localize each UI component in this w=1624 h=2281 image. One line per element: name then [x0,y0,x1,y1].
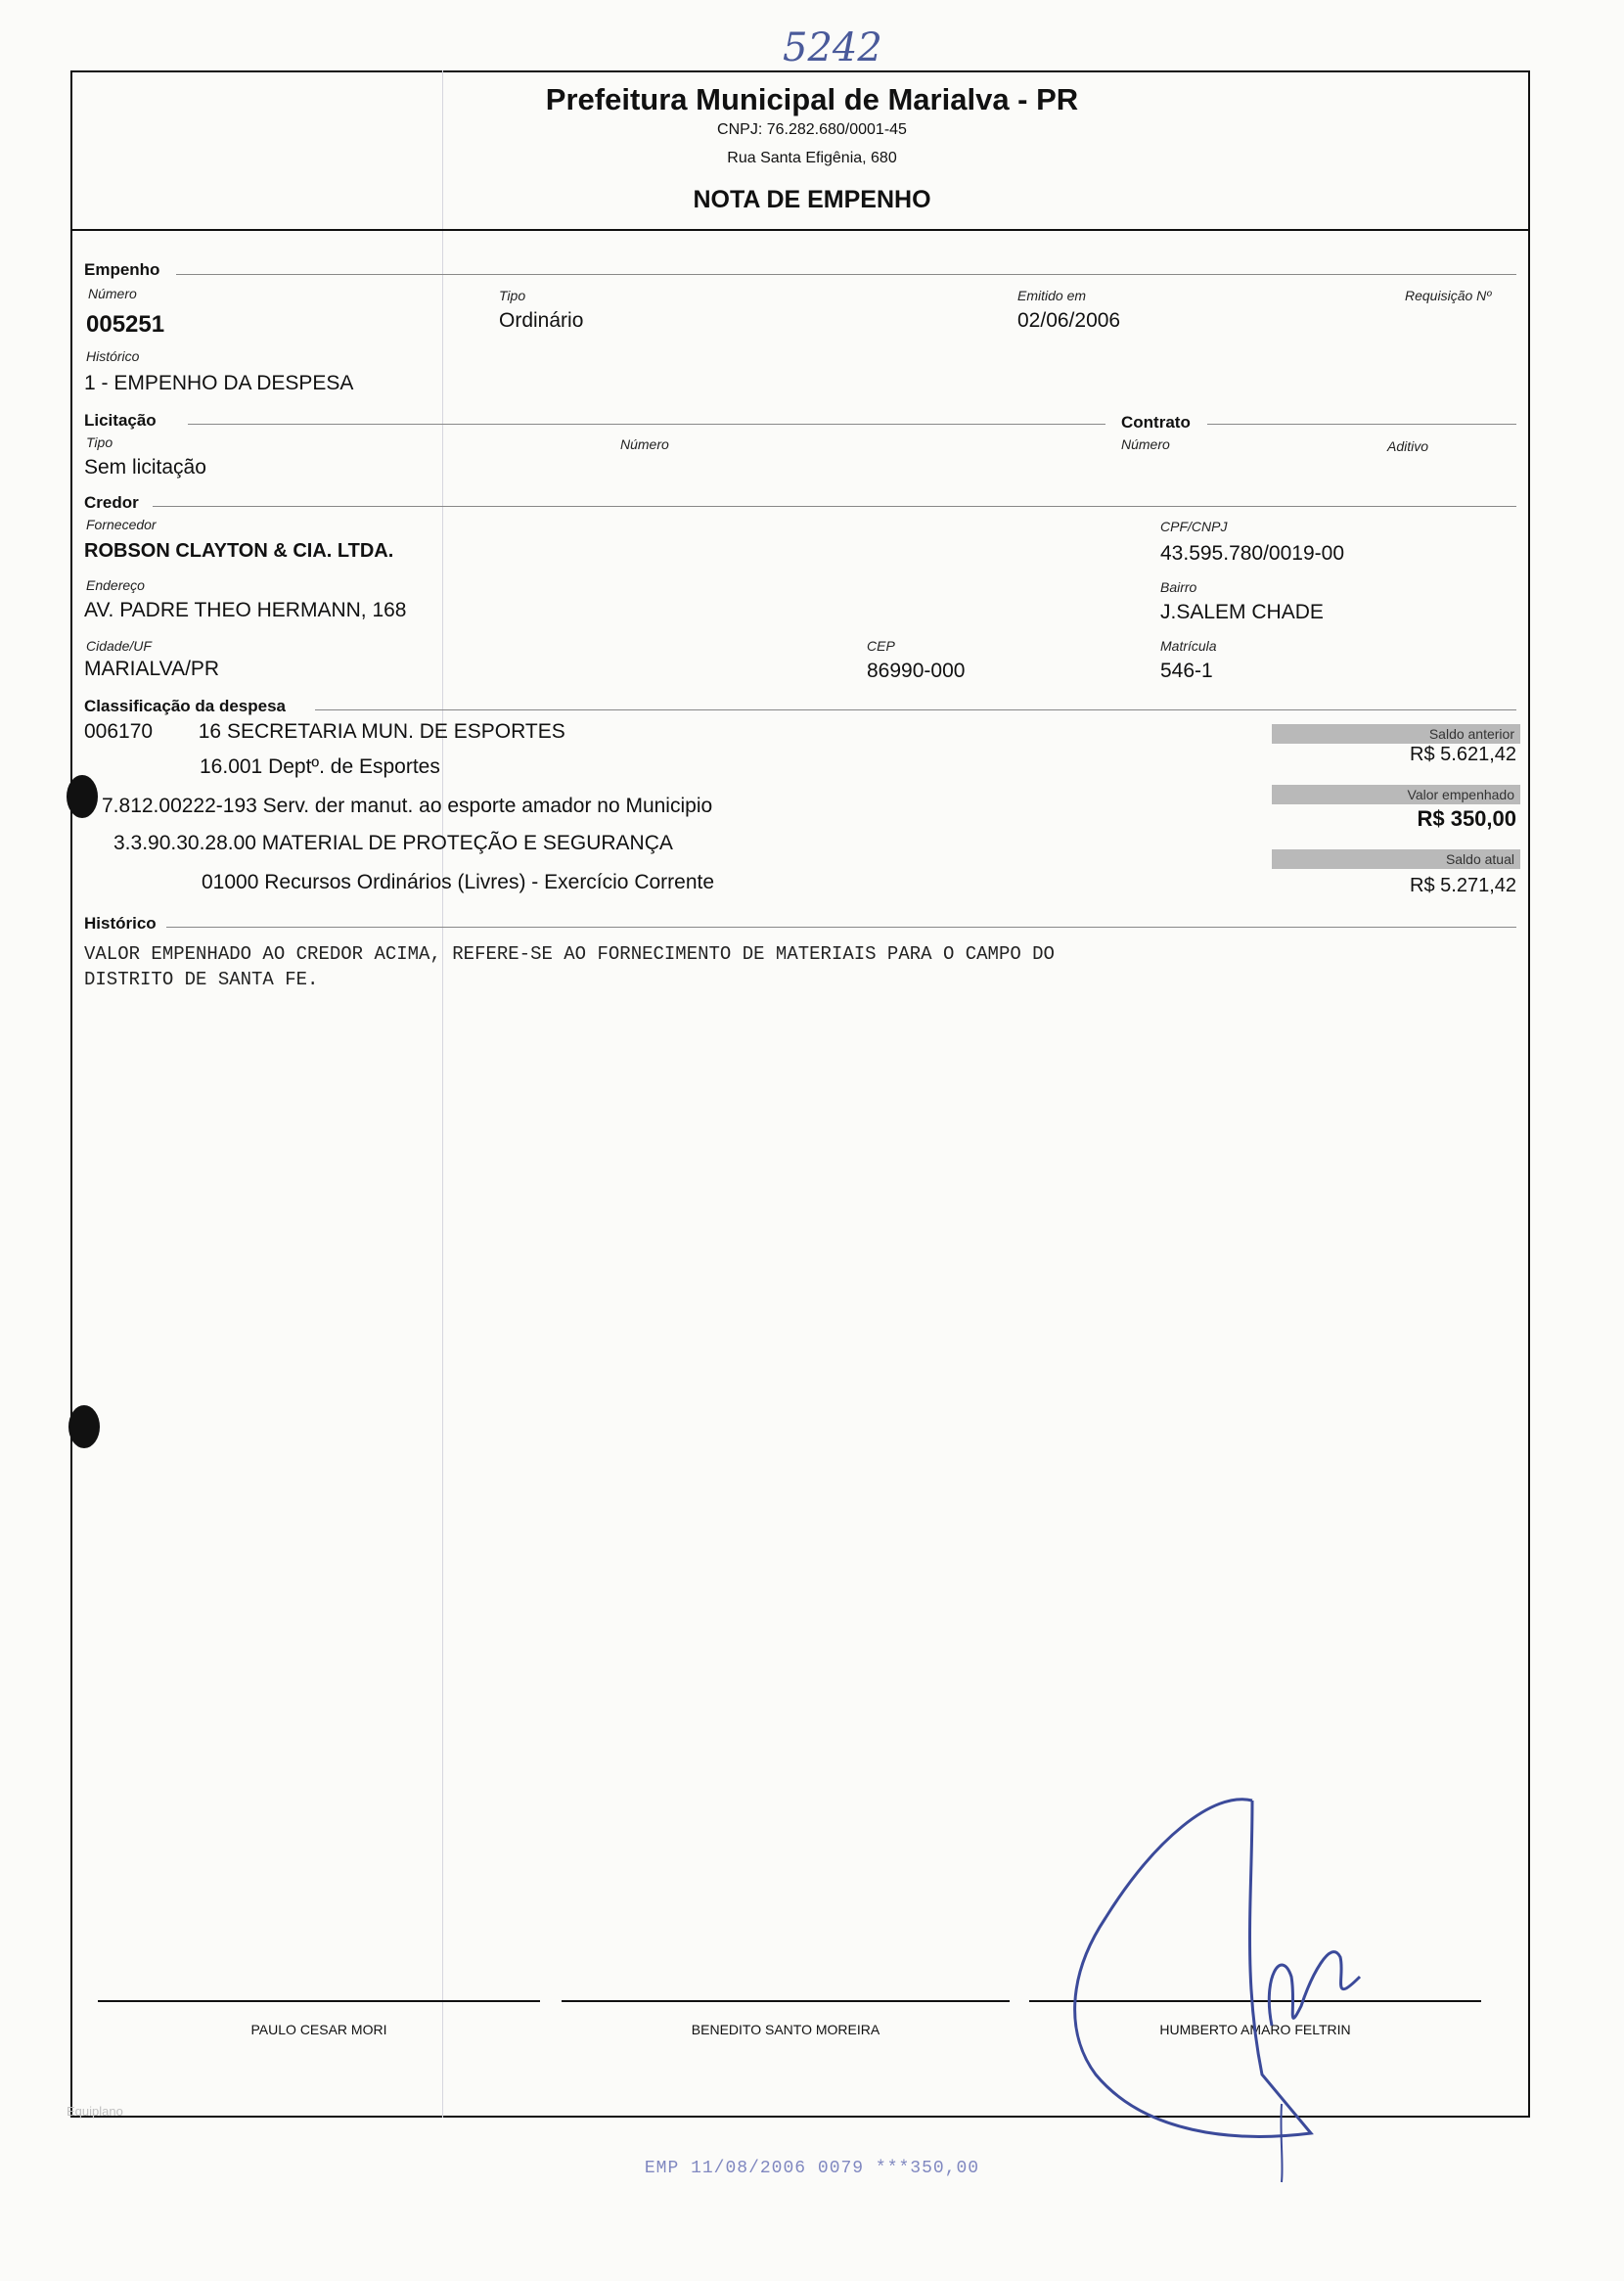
classificacao-line: 006170 16 SECRETARIA MUN. DE ESPORTES [84,720,565,743]
address-text: Rua Santa Efigênia, 680 [727,150,897,166]
cep-value: 86990-000 [867,660,966,682]
aditivo-label: Aditivo [1387,438,1429,454]
empenho-tipo: Ordinário [499,309,584,332]
cpf-label: CPF/CNPJ [1160,519,1228,534]
signatory-3: HUMBERTO AMARO FELTRIN [1159,2022,1351,2037]
document-title: NOTA DE EMPENHO [693,186,931,213]
footer-brand: Equiplano [67,2104,123,2119]
bairro-label: Bairro [1160,579,1197,595]
cpf-value: 43.595.780/0019-00 [1160,542,1345,565]
classificacao-line: 16.001 Deptº. de Esportes [200,755,440,778]
endereco-label: Endereço [86,577,145,593]
saldo-atual-label: Saldo atual [1272,849,1520,869]
page-title: Prefeitura Municipal de Marialva - PR [545,82,1079,116]
bairro-value: J.SALEM CHADE [1160,601,1324,623]
empenho-historico: 1 - EMPENHO DA DESPESA [84,372,354,394]
signature-line [98,2000,540,2002]
tipo-label: Tipo [499,288,526,303]
emitido-date: 02/06/2006 [1017,309,1121,332]
section-rule [153,506,1516,507]
saldo-atual-value: R$ 5.271,42 [1410,875,1516,896]
saldo-anterior-label: Saldo anterior [1272,724,1520,744]
historico-label: Histórico [86,348,140,364]
numero-label: Número [88,286,137,301]
contrato-numero-label: Número [1121,436,1170,452]
cidade-label: Cidade/UF [86,638,152,654]
classificacao-line: 7.812.00222-193 Serv. der manut. ao esporte amador no Municipio [102,795,713,817]
section-rule [166,927,1516,928]
scan-crease [442,70,443,2118]
historico-text-line: VALOR EMPENHADO AO CREDOR ACIMA, REFERE-SE AO FORNECIMENTO DE MATERIAIS PARA O CAMPO DO [84,943,1055,965]
section-classificacao: Classificação da despesa [84,697,287,715]
saldo-anterior-value: R$ 5.621,42 [1410,744,1516,765]
emitido-label: Emitido em [1017,288,1087,303]
cep-label: CEP [867,638,895,654]
section-rule [188,424,1105,425]
section-empenho: Empenho [84,260,160,279]
punch-hole [68,1405,100,1448]
valor-empenhado-value: R$ 350,00 [1417,806,1516,831]
signatory-2: BENEDITO SANTO MOREIRA [691,2022,880,2037]
licitacao-tipo: Sem licitação [84,456,206,479]
matricula-label: Matrícula [1160,638,1217,654]
classificacao-line: 3.3.90.30.28.00 MATERIAL DE PROTEÇÃO E SEGURANÇA [113,832,673,854]
signature-line [562,2000,1010,2002]
historico-text-line: DISTRITO DE SANTA FE. [84,969,319,990]
fornecedor-label: Fornecedor [86,517,157,532]
classificacao-line: 01000 Recursos Ordinários (Livres) - Exercício Corrente [202,871,715,893]
matricula-value: 546-1 [1160,660,1213,682]
cidade-value: MARIALVA/PR [84,658,220,680]
endereco-value: AV. PADRE THEO HERMANN, 168 [84,599,407,621]
cnpj-text: CNPJ: 76.282.680/0001-45 [717,121,907,138]
punch-hole [67,775,98,818]
requisicao-label: Requisição Nº [1405,288,1492,303]
section-rule [176,274,1516,275]
handwritten-number: 5242 [783,25,882,70]
section-credor: Credor [84,493,139,512]
section-licitacao: Licitação [84,411,157,430]
handwritten-signature [1017,1781,1428,2192]
valor-empenhado-label: Valor empenhado [1272,785,1520,804]
section-rule [1207,424,1516,425]
bank-stamp: EMP 11/08/2006 0079 ***350,00 [644,2159,980,2178]
fornecedor-name: ROBSON CLAYTON & CIA. LTDA. [84,540,394,562]
empenho-numero: 005251 [86,311,165,338]
header-divider [70,229,1530,231]
section-historico: Histórico [84,914,157,933]
licitacao-numero-label: Número [620,436,669,452]
section-contrato: Contrato [1121,413,1191,432]
licitacao-tipo-label: Tipo [86,434,113,450]
signatory-1: PAULO CESAR MORI [250,2022,387,2037]
section-rule [315,709,1516,710]
